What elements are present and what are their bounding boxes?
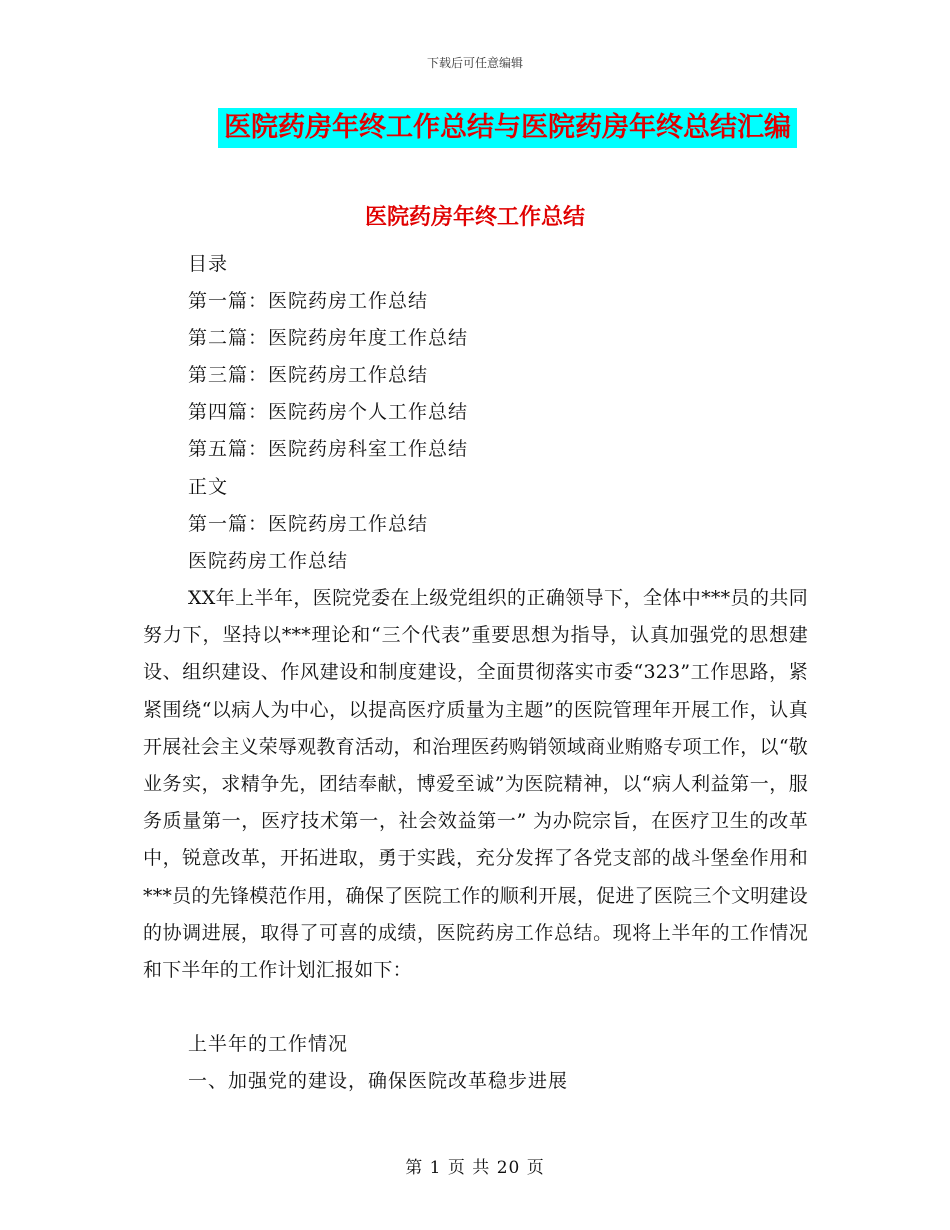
toc-item: 第五篇：医院药房科室工作总结 <box>188 438 469 460</box>
article-title: 医院药房工作总结 <box>188 550 349 572</box>
main-title: 医院药房年终工作总结与医院药房年终总结汇编 <box>218 108 797 148</box>
section-label: 正文 <box>188 476 229 498</box>
toc-item: 第四篇：医院药房个人工作总结 <box>188 401 469 423</box>
page-footer: 第 1 页 共 20 页 <box>405 1158 545 1178</box>
toc-item: 第三篇：医院药房工作总结 <box>188 364 429 386</box>
subheading: 一、加强党的建设，确保医院改革稳步进展 <box>188 1070 569 1092</box>
article-heading: 第一篇：医院药房工作总结 <box>188 513 429 535</box>
toc-heading: 目录 <box>188 253 229 275</box>
subheading: 上半年的工作情况 <box>188 1033 349 1055</box>
header-note: 下载后可任意编辑 <box>426 56 523 70</box>
sub-title: 医院药房年终工作总结 <box>364 205 585 230</box>
toc-item: 第二篇：医院药房年度工作总结 <box>188 327 469 349</box>
toc-item: 第一篇：医院药房工作总结 <box>188 290 429 312</box>
body-paragraph: XX年上半年，医院党委在上级党组织的正确领导下，全体中***员的共同努力下，坚持以***理论和“三个代表”重要思想为指导，认真加强党的思想建设、组织建设、作风建设和制度建设，全面贯彻落实市委“323”工作思路，紧紧围绕“以病人为中心，以提高医疗质量为主题”的医院管理年开展工作，认真开展社会主义荣辱观教育活动，和治理医药购销领域商业贿赂专项工作，以“敬业务实，求精争先，团结奉献，博爱至诚”为医院精神，以“病人利益第一，服务质量第一，医疗技术第一，社会效益第一” 为办院宗旨，在医疗卫生的改革中，锐意改革，开拓进取，勇于实践，充分发挥了各党支部的战斗堡垒作用和***员的先锋模范作用，确保了医院工作的顺利开展，促进了医院三个文明建设的协调进展，取得了可喜的成绩，医院药房工作总结。现将上半年的工作情况和下半年的工作计划汇报如下： <box>143 587 808 982</box>
